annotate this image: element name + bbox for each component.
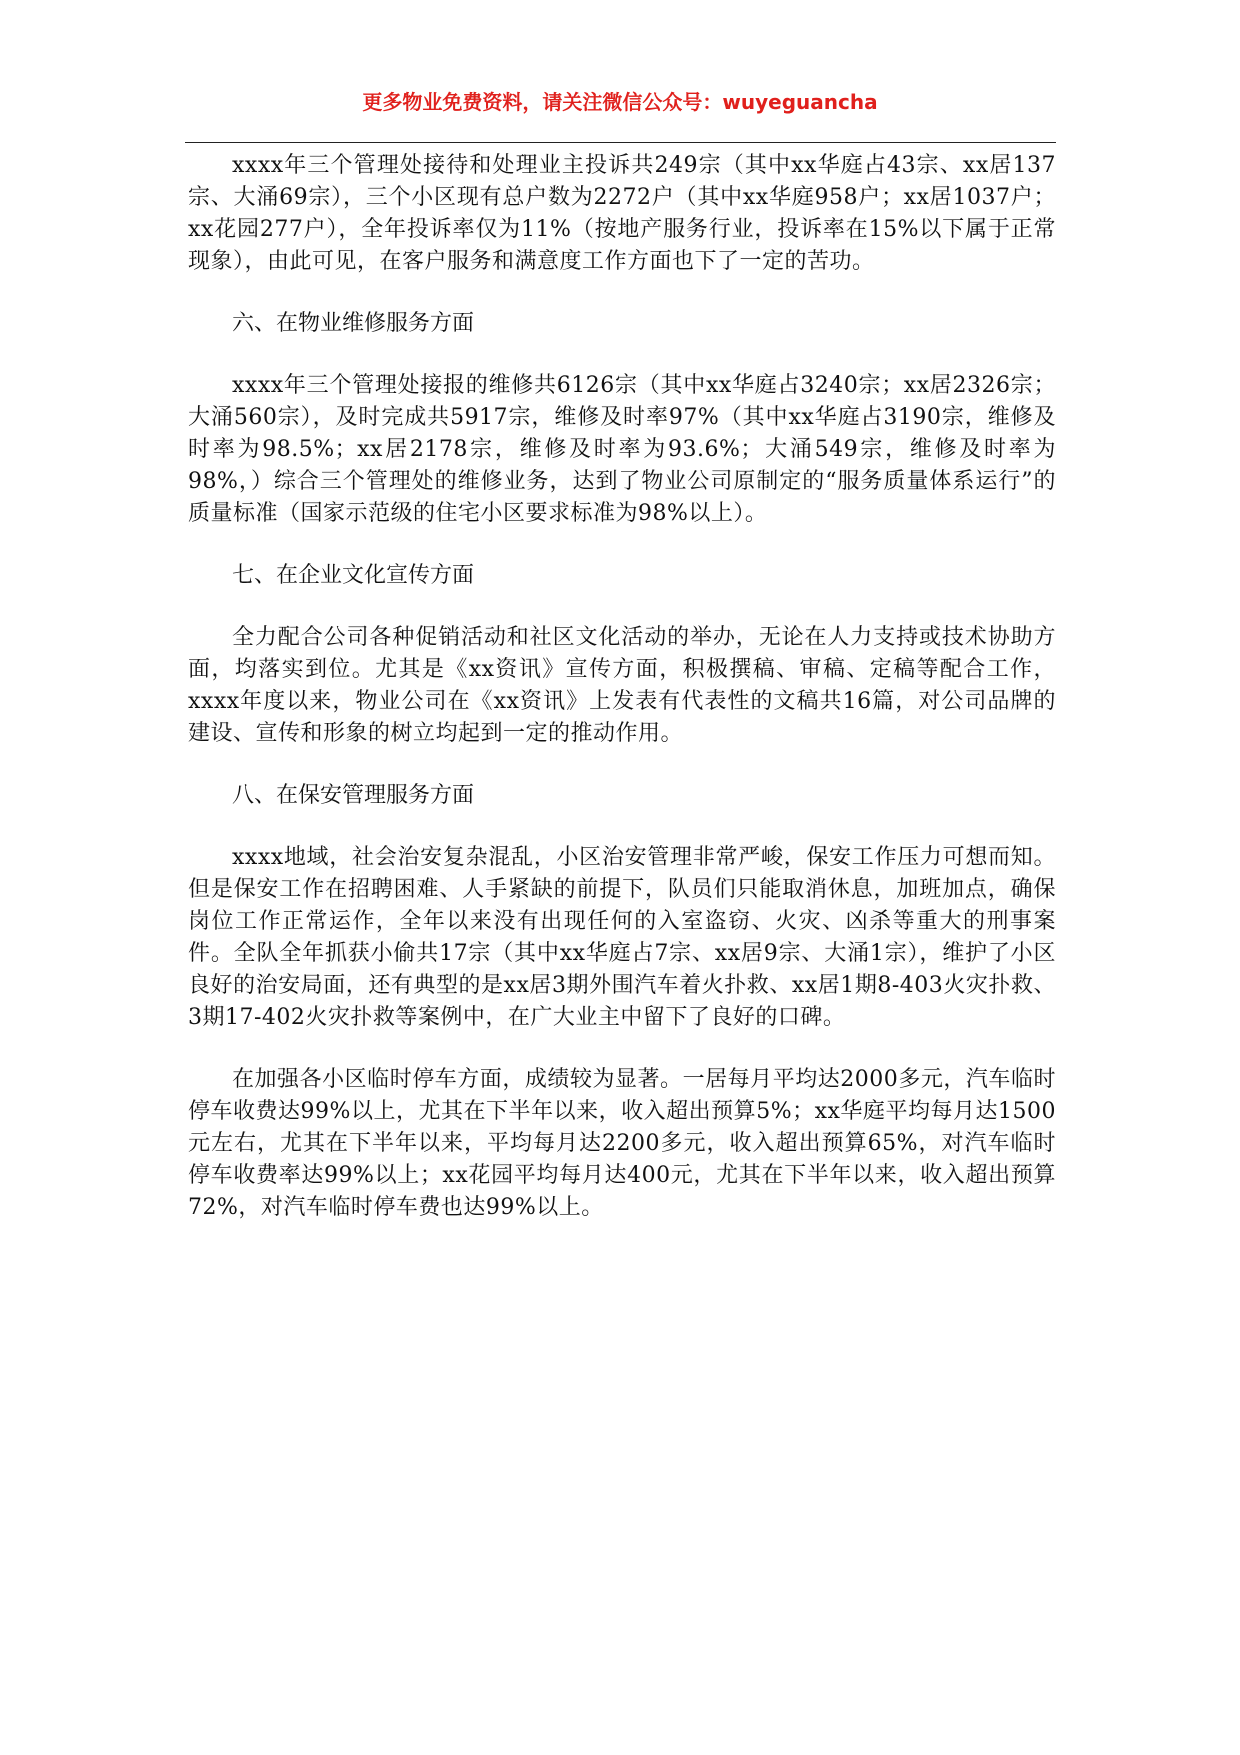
section-heading-maintenance: 六、在物业维修服务方面 [232, 311, 475, 336]
paragraph-maintenance: xxxx年三个管理处接报的维修共6126宗（其中xx华庭占3240宗；xx居2326宗；大涌560宗），及时完成共5917宗，维修及时率97%（其中xx华庭占3190宗，维修及时率为98.5%；xx居2178宗，维修及时率为93.6%；大涌549宗，维修及时率为98%，）综合三个管理处的维修业务，达到了物业公司原制定的“服务质量体系运行”的质量标准（国家示范级的住宅小区要求标准为98%以上）。 [188, 373, 1056, 526]
section-heading-culture: 七、在企业文化宣传方面 [232, 563, 475, 588]
paragraph-complaints: xxxx年三个管理处接待和处理业主投诉共249宗（其中xx华庭占43宗、xx居137宗、大涌69宗），三个小区现有总户数为2272户（其中xx华庭958户；xx居1037户；xx花园277户），全年投诉率仅为11%（按地产服务行业，投诉率在15%以下属于正常现象），由此可见，在客户服务和满意度工作方面也下了一定的苦功。 [188, 153, 1056, 274]
section-heading-security: 八、在保安管理服务方面 [232, 783, 475, 808]
document-body [188, 150, 1056, 1254]
paragraph-culture: 全力配合公司各种促销活动和社区文化活动的举办，无论在人力支持或技术协助方面，均落实到位。尤其是《xx资讯》宣传方面，积极撰稿、审稿、定稿等配合工作，xxxx年度以来，物业公司在《xx资讯》上发表有代表性的文稿共16篇，对公司品牌的建设、宣传和形象的树立均起到一定的推动作用。 [188, 625, 1056, 746]
paragraph-parking: 在加强各小区临时停车方面，成绩较为显著。一居每月平均达2000多元，汽车临时停车收费达99%以上，尤其在下半年以来，收入超出预算5%；xx华庭平均每月达1500元左右，尤其在下半年以来，平均每月达2200多元，收入超出预算65%，对汽车临时停车收费率达99%以上；xx花园平均每月达400元，尤其在下半年以来，收入超出预算72%，对汽车临时停车费也达99%以上。 [188, 1067, 1056, 1220]
header-divider [185, 142, 1056, 143]
paragraph-security: xxxx地域，社会治安复杂混乱，小区治安管理非常严峻，保安工作压力可想而知。但是保安工作在招聘困难、人手紧缺的前提下，队员们只能取消休息，加班加点，确保岗位工作正常运作，全年以来没有出现任何的入室盗窃、火灾、凶杀等重大的刑事案件。全队全年抓获小偷共17宗（其中xx华庭占7宗、xx居9宗、大涌1宗），维护了小区良好的治安局面，还有典型的是xx居3期外围汽车着火扑救、xx居1期8-403火灾扑救、3期17-402火灾扑救等案例中，在广大业主中留下了良好的口碑。 [188, 845, 1056, 1030]
header-banner: 更多物业免费资料，请关注微信公众号：wuyeguancha [362, 90, 878, 114]
